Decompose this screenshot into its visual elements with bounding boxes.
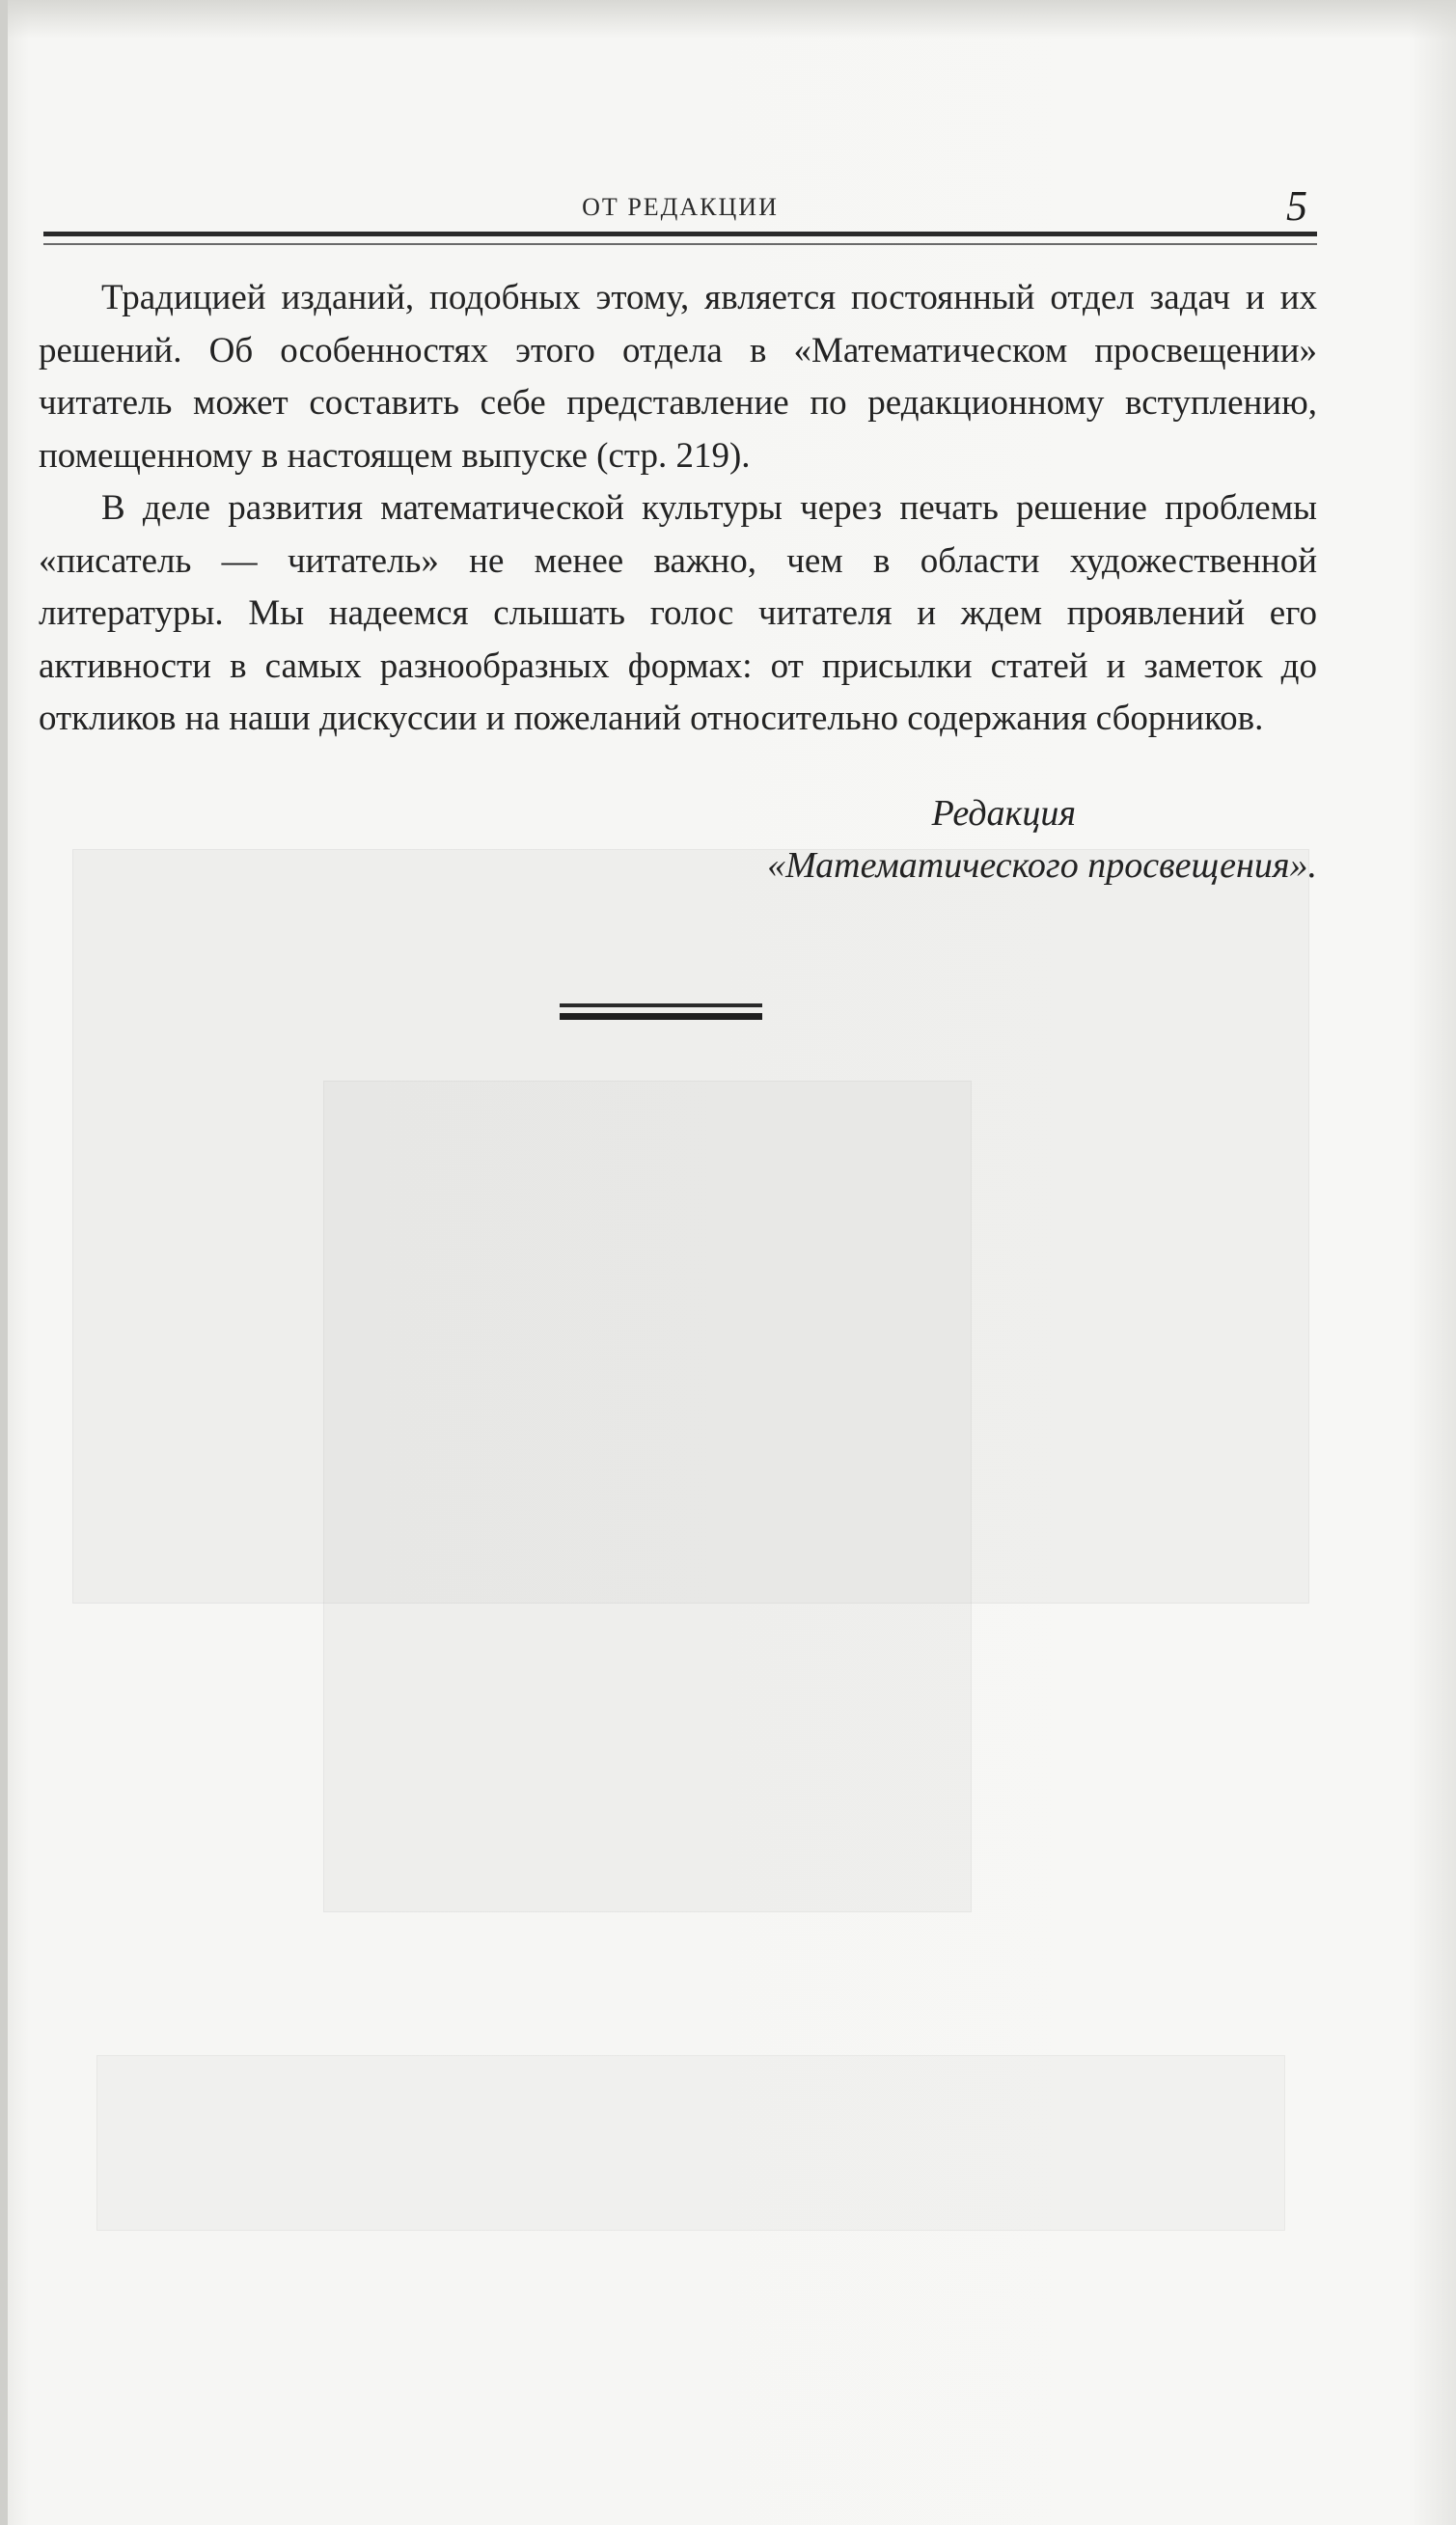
paragraph-1: Традицией изданий, подобных этому, является постоянный отдел задач и их решений. Об особенностях этого отдела в «Математическом просвещении» читатель может составить себе представление по редакционному вступлению, помещенному в настоящем выпуске (стр. 219). xyxy=(39,278,1317,476)
page-top-shadow xyxy=(0,0,1456,39)
paragraph-2: В деле развития математической культуры через печать решение проблемы «писатель — читатель» не менее важно, чем в области художественной литературы. Мы надеемся слышать голос читателя и ждем проявлений его активности в самых разнообразных формах: от присылки статей и заметок до откликов на наши дискуссии и пожеланий относительно содержания сборников. xyxy=(39,488,1317,738)
signature-line-editorial: Редакция xyxy=(931,793,1076,834)
page-number: 5 xyxy=(1286,182,1307,230)
page-left-edge xyxy=(0,0,8,2525)
bleed-through-caption xyxy=(96,2055,1285,2231)
bleed-through-figure xyxy=(323,1081,972,1912)
body-text xyxy=(39,272,1317,746)
signature-line-journal: «Математического просвещения». xyxy=(767,845,1317,886)
running-title: ОТ РЕДАКЦИИ xyxy=(582,193,779,221)
signature xyxy=(545,787,1317,892)
header-rule-thin xyxy=(43,243,1317,245)
header-rule-thick xyxy=(43,232,1317,236)
end-rule-thick xyxy=(560,1013,762,1020)
end-rule-thin xyxy=(560,1003,762,1007)
